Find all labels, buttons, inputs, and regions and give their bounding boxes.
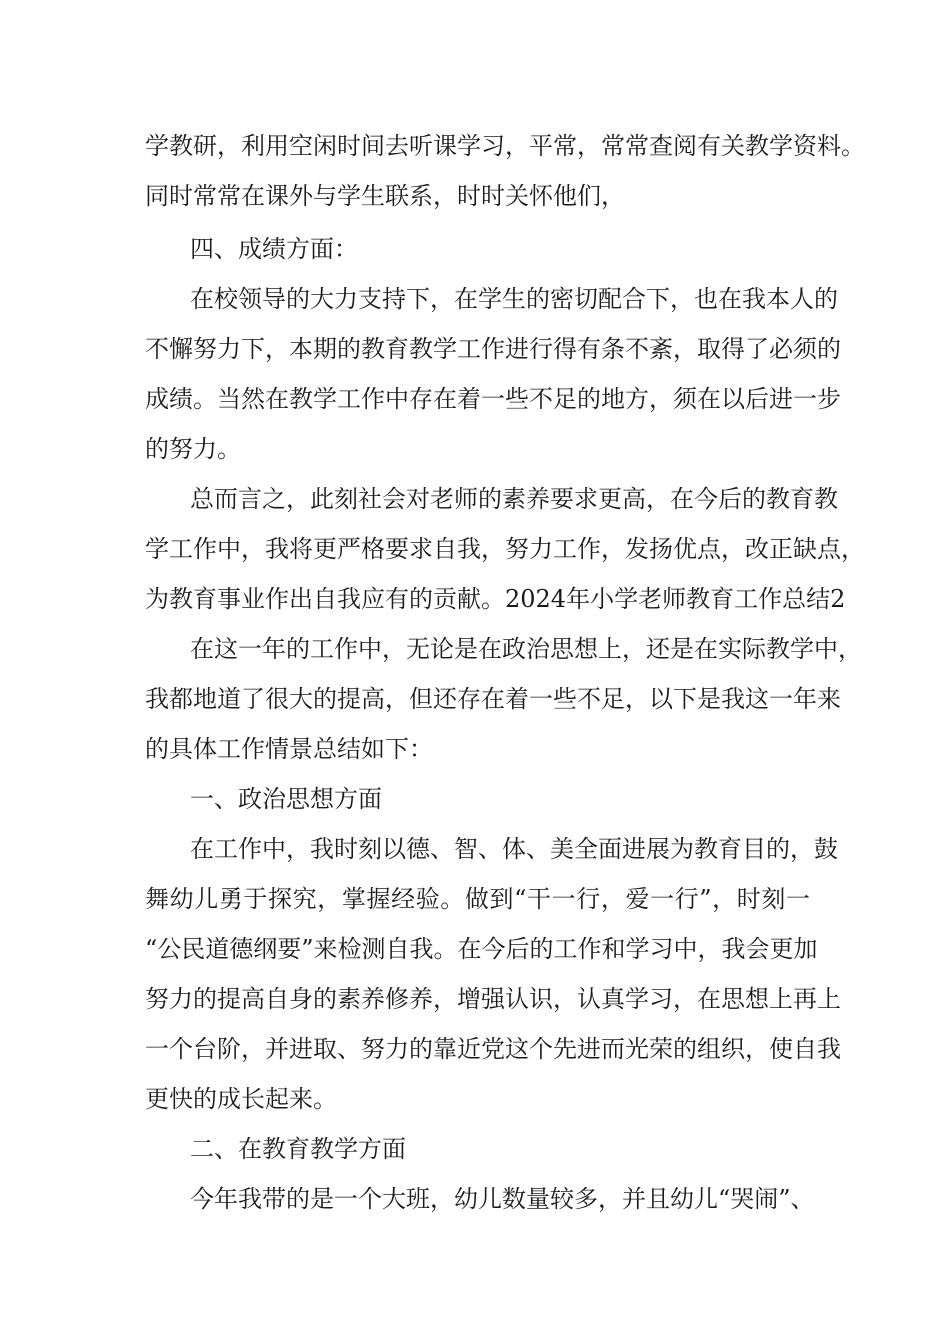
section-heading — [0, 1124, 950, 1174]
text-line — [0, 724, 950, 774]
text-line — [0, 624, 950, 674]
text-line-content: 更快的成长起来。 — [145, 1085, 337, 1113]
text-line-content: 努力的提高自身的素养修养，增强认识，认真学习，在思想上再上 — [145, 985, 841, 1013]
text-line — [0, 574, 950, 624]
text-line — [0, 274, 950, 324]
text-line-content: 学教研，利用空闲时间去听课学习，平常，常常查阅有关教学资料。 — [145, 132, 865, 160]
text-line — [0, 1074, 950, 1124]
text-line — [0, 674, 950, 724]
section-heading-text: 四、成绩方面： — [190, 235, 358, 263]
text-line — [0, 424, 950, 474]
text-line-content: 在这一年的工作中，无论是在政治思想上，还是在实际教学中， — [190, 635, 862, 663]
text-line — [0, 924, 950, 974]
section-heading — [0, 774, 950, 824]
text-line-content: 今年我带的是一个大班，幼儿数量较多，并且幼儿“哭闹”、 — [190, 1185, 815, 1213]
text-line-content: “公民道德纲要”来检测自我。在今后的工作和学习中，我会更加 — [145, 935, 818, 963]
text-line-content: 我都地道了很大的提高，但还存在着一些不足，以下是我这一年来 — [145, 685, 841, 713]
text-line — [0, 1174, 950, 1224]
text-line — [0, 374, 950, 424]
text-line-content: 学工作中，我将更严格要求自我，努力工作，发扬优点，改正缺点， — [145, 535, 865, 563]
text-line-content: 的具体工作情景总结如下： — [145, 735, 433, 763]
text-line — [0, 121, 950, 171]
text-line-content: 成绩。当然在教学工作中存在着一些不足的地方，须在以后进一步 — [145, 385, 841, 413]
text-line-content: 为教育事业作出自我应有的贡献。2024年小学老师教育工作总结2 — [145, 585, 846, 613]
text-line-content: 舞幼儿勇于探究，掌握经验。做到“干一行，爱一行”，时刻一 — [145, 885, 810, 913]
text-line-content: 的努力。 — [145, 435, 241, 463]
section-heading-text: 一、政治思想方面 — [190, 785, 382, 813]
text-line-content: 在工作中，我时刻以德、智、体、美全面进展为教育目的，鼓 — [190, 835, 838, 863]
text-line — [0, 974, 950, 1024]
text-line — [0, 874, 950, 924]
text-line-content: 同时常常在课外与学生联系，时时关怀他们， — [145, 182, 625, 210]
text-line — [0, 524, 950, 574]
text-line-content: 在校领导的大力支持下，在学生的密切配合下，也在我本人的 — [190, 285, 838, 313]
text-line — [0, 324, 950, 374]
section-heading-text: 二、在教育教学方面 — [190, 1135, 406, 1163]
text-line — [0, 824, 950, 874]
text-line-content: 不懈努力下，本期的教育教学工作进行得有条不紊，取得了必须的 — [145, 335, 841, 363]
text-line — [0, 171, 950, 221]
text-line — [0, 474, 950, 524]
text-line-content: 一个台阶，并进取、努力的靠近党这个先进而光荣的组织，使自我 — [145, 1035, 841, 1063]
text-line-content: 总而言之，此刻社会对老师的素养要求更高，在今后的教育教 — [190, 485, 838, 513]
text-line — [0, 1024, 950, 1074]
section-heading — [0, 224, 950, 274]
